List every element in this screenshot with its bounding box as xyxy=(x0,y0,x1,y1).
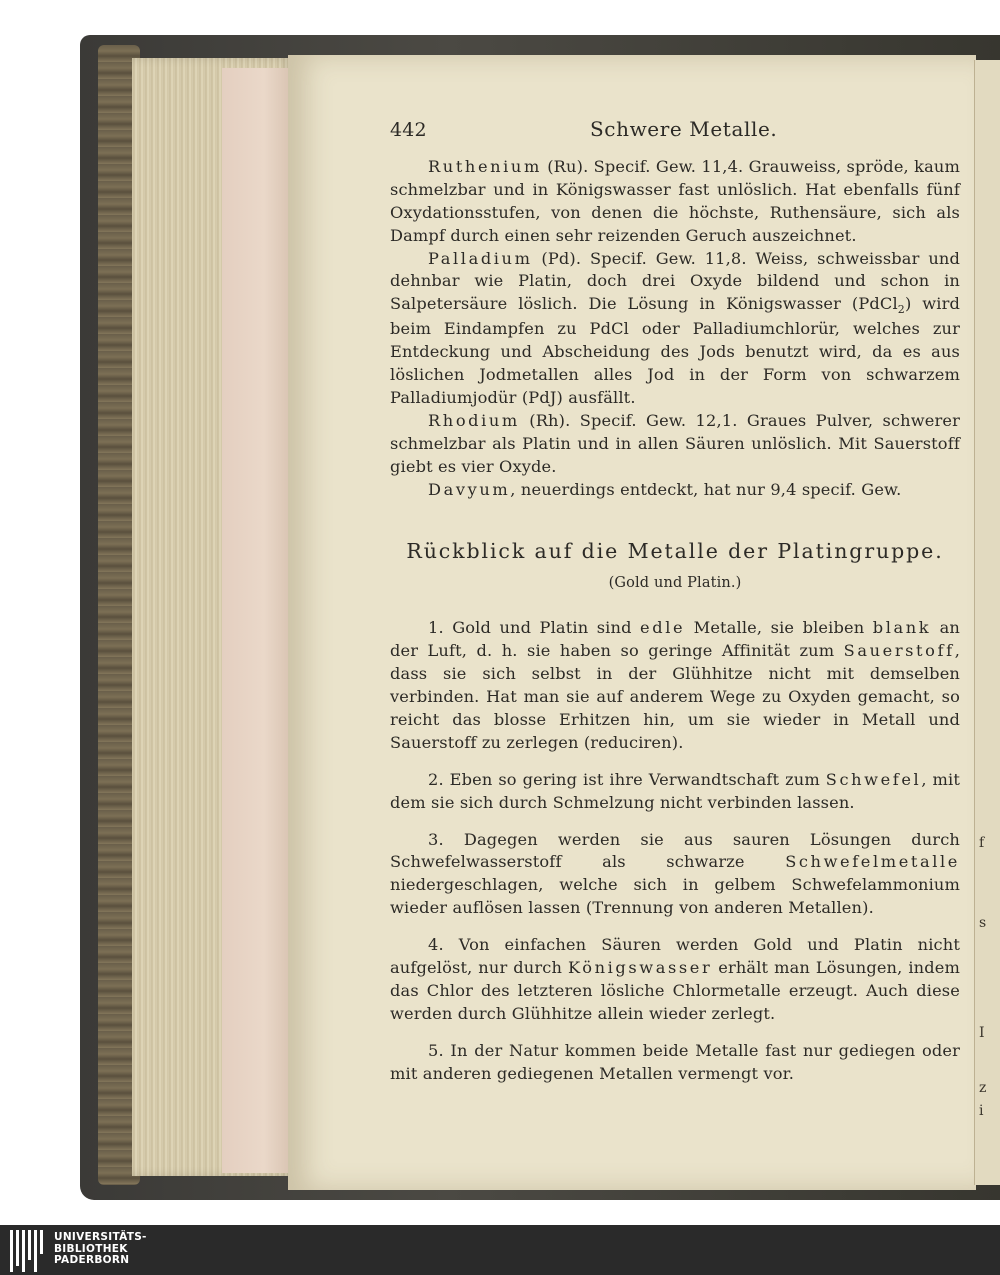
paragraph-text: (Ru). Specif. Gew. 11,4. Grauweiss, spröde, kaum schmelzbar und in Königswasser fast unlöslich. Hat ebenfalls fünf Oxydationsstufen, von denen die höchste, Ruthensäure, sich als Dampf durch einen sehr reizenden Geruch auszeichnet. xyxy=(390,156,960,245)
paragraph-text: (Rh). Specif. Gew. 12,1. Graues Pulver, schwerer schmelzbar als Platin und in allen Säuren unlöslich. Mit Sauerstoff giebt es vier Oxyde. xyxy=(390,410,960,476)
next-page-fragment: i xyxy=(979,1103,984,1119)
item-number: 1. xyxy=(428,618,444,638)
item-text: , mit dem sie sich durch Schmelzung nicht verbinden lassen. xyxy=(390,769,961,812)
emphasis: Sauerstoff xyxy=(843,641,955,661)
emphasis: blank xyxy=(872,618,932,638)
page-number: 442 xyxy=(390,119,427,141)
item-text: Dagegen werden sie aus sauren Lösungen durch Schwefelwasserstoff als schwarze xyxy=(390,829,960,872)
element-term: Rhodium xyxy=(428,410,520,430)
page-fore-edge xyxy=(222,68,292,1173)
paragraph-palladium xyxy=(390,248,960,410)
item-number: 3. xyxy=(428,829,444,849)
next-page-fragment: s xyxy=(979,915,987,931)
review-item-4 xyxy=(390,934,960,1026)
page-text xyxy=(390,118,960,1100)
element-term: Palladium xyxy=(428,248,533,268)
section-title: Rückblick auf die Metalle der Platingruppe. xyxy=(406,538,944,563)
paragraph-davyum xyxy=(390,479,960,502)
item-text: an der Luft, d. h. sie haben so geringe Affinität zum xyxy=(390,618,961,661)
section-subtitle: (Gold und Platin.) xyxy=(608,575,742,592)
item-text: , dass sie sich selbst in der Glühhitze nicht mit demselben verbinden. Hat man sie auf anderem Wege zu Oxyden gemacht, so reicht das blosse Erhitzen hin, um sie wieder in Metall und Sauerstoff zu zerlegen (reduciren). xyxy=(390,641,960,752)
next-page-fragment: f xyxy=(979,835,985,851)
library-name-line: PADERBORN xyxy=(54,1254,130,1266)
item-text: Eben so gering ist ihre Verwandtschaft zum xyxy=(443,769,826,789)
item-text: In der Natur kommen beide Metalle fast nur gediegen oder mit anderen gediegenen Metallen vermengt vor. xyxy=(390,1040,960,1083)
library-footer xyxy=(0,1225,1000,1275)
next-page-fragment: z xyxy=(979,1080,987,1096)
library-name-line: BIBLIOTHEK xyxy=(54,1242,128,1255)
next-page-edge xyxy=(974,60,1000,1185)
emphasis: Schwefelmetalle xyxy=(785,852,960,872)
next-page-fragment: I xyxy=(979,1025,985,1041)
paragraph-rhodium xyxy=(390,410,960,479)
item-number: 2. xyxy=(428,769,444,789)
paragraph-ruthenium xyxy=(390,156,960,248)
paragraph-text: (Pd). Specif. Gew. 11,8. Weiss, schweissbar und dehnbar wie Platin, doch drei Oxyde bildend und schon in Salpetersäure löslich. Die Lösung in Königswasser (PdCl xyxy=(390,248,960,314)
emphasis: Königswasser xyxy=(567,958,713,978)
item-text: Metalle, sie bleiben xyxy=(685,618,873,638)
page-header xyxy=(390,118,960,142)
item-text: erhält man Lösungen, indem das Chlor des letzteren lösliche Chlormetalle erzeugt. Auch diese werden durch Glühhitze allein wieder zerlegt. xyxy=(390,958,960,1023)
review-item-3 xyxy=(390,829,960,921)
running-title: Schwere Metalle. xyxy=(590,117,778,141)
review-item-2 xyxy=(390,769,960,815)
paragraph-text: ) wird beim Eindampfen zu PdCl oder Palladiumchlorür, welches zur Entdeckung und Abscheidung des Jods benutzt wird, da es aus löslichen Jodmetallen alles Jod in der Form von schwarzem Palladiumjodür (PdJ) ausfällt. xyxy=(390,294,961,407)
library-name-line: UNIVERSITÄTS- xyxy=(54,1231,147,1243)
subscript: 2 xyxy=(897,303,905,317)
emphasis: Schwefel xyxy=(825,769,922,789)
emphasis: edle xyxy=(640,618,686,638)
library-logo-icon xyxy=(10,1230,48,1272)
item-text: niedergeschlagen, welche sich in gelbem Schwefelammonium wieder auflösen lassen (Trennung von anderen Metallen). xyxy=(390,875,960,918)
review-item-5 xyxy=(390,1040,960,1086)
library-name xyxy=(54,1232,147,1267)
item-text: Gold und Platin sind xyxy=(443,618,641,638)
review-item-1 xyxy=(390,617,960,754)
item-number: 4. xyxy=(428,935,444,955)
element-term: Ruthenium xyxy=(428,156,542,176)
paragraph-text: , neuerdings entdeckt, hat nur 9,4 specif. Gew. xyxy=(510,479,902,499)
item-number: 5. xyxy=(428,1040,444,1060)
element-term: Davyum xyxy=(428,479,511,499)
item-text: Von einfachen Säuren werden Gold und Platin nicht aufgelöst, nur durch xyxy=(390,935,960,978)
